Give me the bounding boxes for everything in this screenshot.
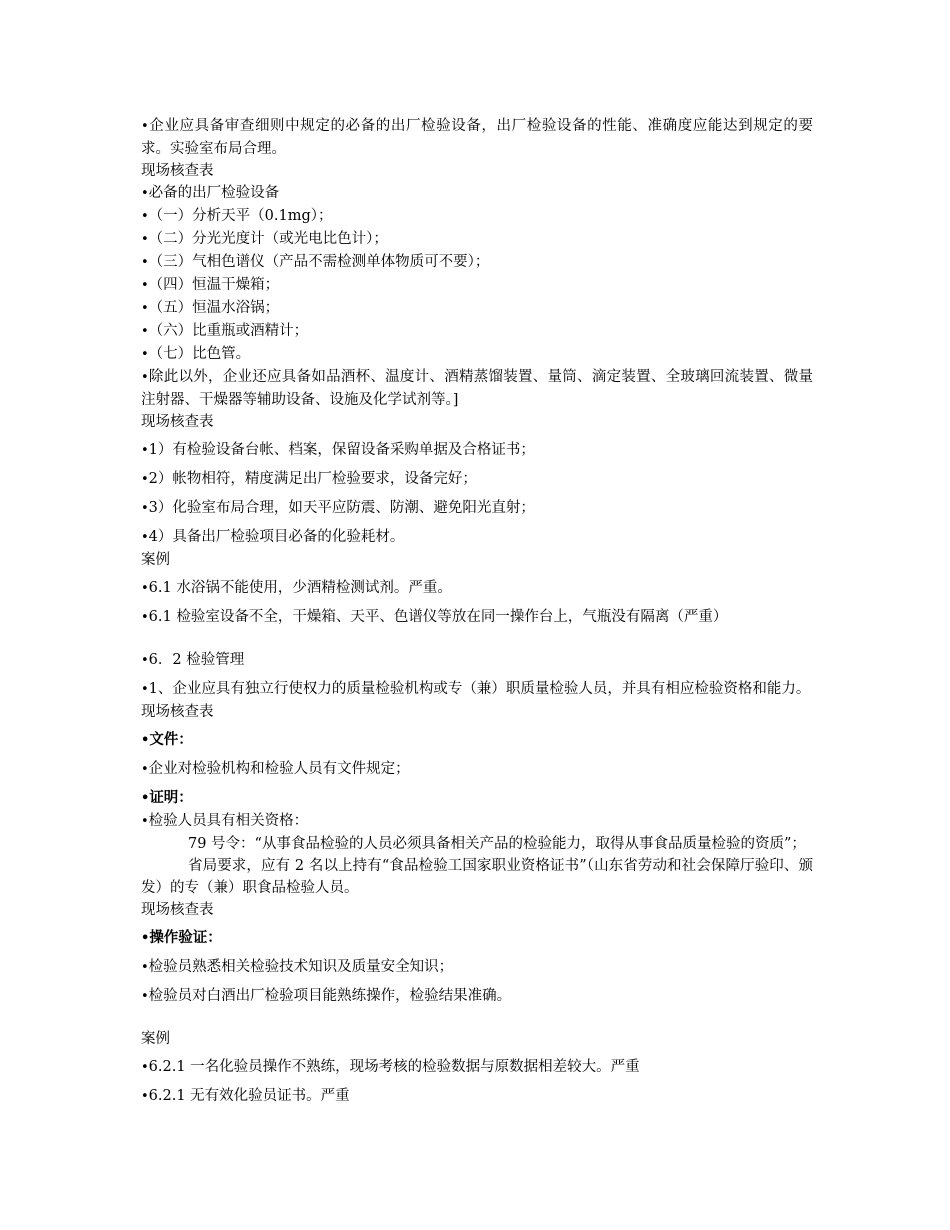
paragraph-indented: [141, 833, 813, 855]
bullet: •: [141, 733, 150, 748]
text: 证明：: [149, 789, 193, 806]
heading-checklist: [141, 160, 813, 182]
heading-checklist: [141, 411, 813, 433]
list-item: [141, 297, 813, 320]
heading-case: [141, 1028, 813, 1050]
subheading: [141, 787, 813, 810]
bullet: •: [141, 278, 149, 293]
text: 现场核查表: [141, 414, 214, 430]
text: 案例: [141, 1031, 170, 1047]
bullet: •: [141, 209, 149, 224]
paragraph-indented: [141, 855, 813, 899]
text: 现场核查表: [141, 902, 214, 918]
bullet: •: [141, 347, 149, 362]
text: 检验员熟悉相关检验技术知识及质量安全知识；: [148, 959, 454, 975]
list-item: [141, 577, 813, 600]
bullet: •: [141, 989, 149, 1004]
list-item: [141, 228, 813, 251]
text: 文件：: [149, 731, 193, 748]
bullet: •: [141, 186, 149, 201]
bullet: •: [141, 501, 149, 516]
list-item: [141, 810, 813, 833]
text: （六）比重瓶或酒精计；: [148, 323, 309, 339]
bullet: •: [141, 443, 149, 458]
text: 必备的出厂检验设备: [148, 185, 280, 201]
text: 现场核查表: [141, 704, 214, 720]
text: 省局要求，应有 2 名以上持有“食品检验工国家职业资格证书”（山东省劳动和社会保障厅验印、颁发）的专（兼）职食品检验人员。: [141, 858, 813, 896]
list-item: [141, 343, 813, 366]
list-item: [141, 606, 813, 629]
bullet: •: [141, 370, 149, 385]
bullet: •: [141, 931, 150, 946]
list-item: [141, 956, 813, 979]
text: 3）化验室布局合理，如天平应防震、防潮、避免阳光直射；: [148, 500, 535, 516]
text: 6.2.1 一名化验员操作不熟练，现场考核的检验数据与原数据相差较大。严重: [148, 1059, 640, 1075]
list-item: [141, 366, 813, 411]
text: （二）分光光度计（或光电比色计）；: [148, 231, 388, 247]
heading-checklist: [141, 899, 813, 921]
list-item: [141, 526, 813, 549]
text: 6.1 水浴锅不能使用，少酒精检测试剂。严重。: [148, 580, 452, 596]
paragraph-requirement: [141, 115, 813, 160]
text: 6.2.1 无有效化验员证书。严重: [148, 1088, 350, 1104]
list-item: [141, 497, 813, 520]
text: 6.1 检验室设备不全，干燥箱、天平、色谱仪等放在同一操作台上，气瓶没有隔离（严重）: [148, 609, 728, 625]
text: 1）有检验设备台帐、档案，保留设备采购单据及合格证书；: [148, 442, 535, 458]
heading-checklist: [141, 701, 813, 723]
bullet: •: [141, 1089, 149, 1104]
subheading: [141, 729, 813, 752]
list-item: [141, 320, 813, 343]
text: （一）分析天平（0.1mg）；: [148, 208, 333, 224]
list-item: [141, 439, 813, 462]
heading-case: [141, 549, 813, 571]
text: （三）气相色谱仪（产品不需检测单体物质可不要）；: [148, 254, 490, 270]
text: 现场核查表: [141, 163, 214, 179]
text: 案例: [141, 552, 170, 568]
bullet: •: [141, 530, 149, 545]
text: 操作验证：: [149, 929, 222, 946]
bullet: •: [141, 762, 149, 777]
list-item: [141, 758, 813, 781]
bullet: •: [141, 791, 150, 806]
bullet: •: [141, 653, 149, 668]
bullet: •: [141, 610, 149, 625]
bullet: •: [141, 1060, 149, 1075]
list-item: [141, 274, 813, 297]
text: 79 号令：“从事食品检验的人员必须具备相关产品的检验能力，取得从事食品质量检验的资质”；: [188, 836, 806, 852]
text: 6．2 检验管理: [148, 652, 245, 668]
bullet: •: [141, 960, 149, 975]
bullet: •: [141, 814, 149, 829]
text: 除此以外，企业还应具备如品酒杯、温度计、酒精蒸馏装置、量筒、滴定装置、全玻璃回流装置、微量注射器、干燥器等辅助设备、设施及化学试剂等。]: [141, 369, 813, 408]
bullet: •: [141, 581, 149, 596]
bullet: •: [141, 472, 149, 487]
text: 检验员对白酒出厂检验项目能熟练操作，检验结果准确。: [148, 988, 512, 1004]
text: （五）恒温水浴锅；: [148, 300, 280, 316]
list-item: [141, 1056, 813, 1079]
bullet: •: [141, 324, 149, 339]
bullet: •: [141, 682, 149, 697]
text: 1、企业应具有独立行使权力的质量检验机构或专（兼）职质量检验人员，并具有相应检验资格和能力。: [148, 681, 811, 697]
subheading: [141, 927, 813, 950]
indent: [141, 836, 188, 852]
bullet: •: [141, 232, 149, 247]
list-item: [141, 1085, 813, 1108]
bullet: •: [141, 255, 149, 270]
list-item: [141, 182, 813, 205]
document-body: [141, 115, 813, 1108]
section-heading: [141, 649, 813, 672]
paragraph-requirement: [141, 678, 813, 701]
text: （七）比色管。: [148, 346, 251, 362]
list-item: [141, 205, 813, 228]
text: 企业应具备审查细则中规定的必备的出厂检验设备，出厂检验设备的性能、准确度应能达到规定的要求。实验室布局合理。: [141, 118, 813, 157]
text: （四）恒温干燥箱；: [148, 277, 280, 293]
list-item: [141, 468, 813, 491]
text: 4）具备出厂检验项目必备的化验耗材。: [148, 529, 405, 545]
text: 企业对检验机构和检验人员有文件规定；: [148, 761, 410, 777]
bullet: •: [141, 119, 149, 134]
list-item: [141, 985, 813, 1008]
list-item: [141, 251, 813, 274]
bullet: •: [141, 301, 149, 316]
indent: [141, 858, 188, 874]
text: 2）帐物相符，精度满足出厂检验要求，设备完好；: [148, 471, 477, 487]
text: 检验人员具有相关资格：: [148, 813, 309, 829]
